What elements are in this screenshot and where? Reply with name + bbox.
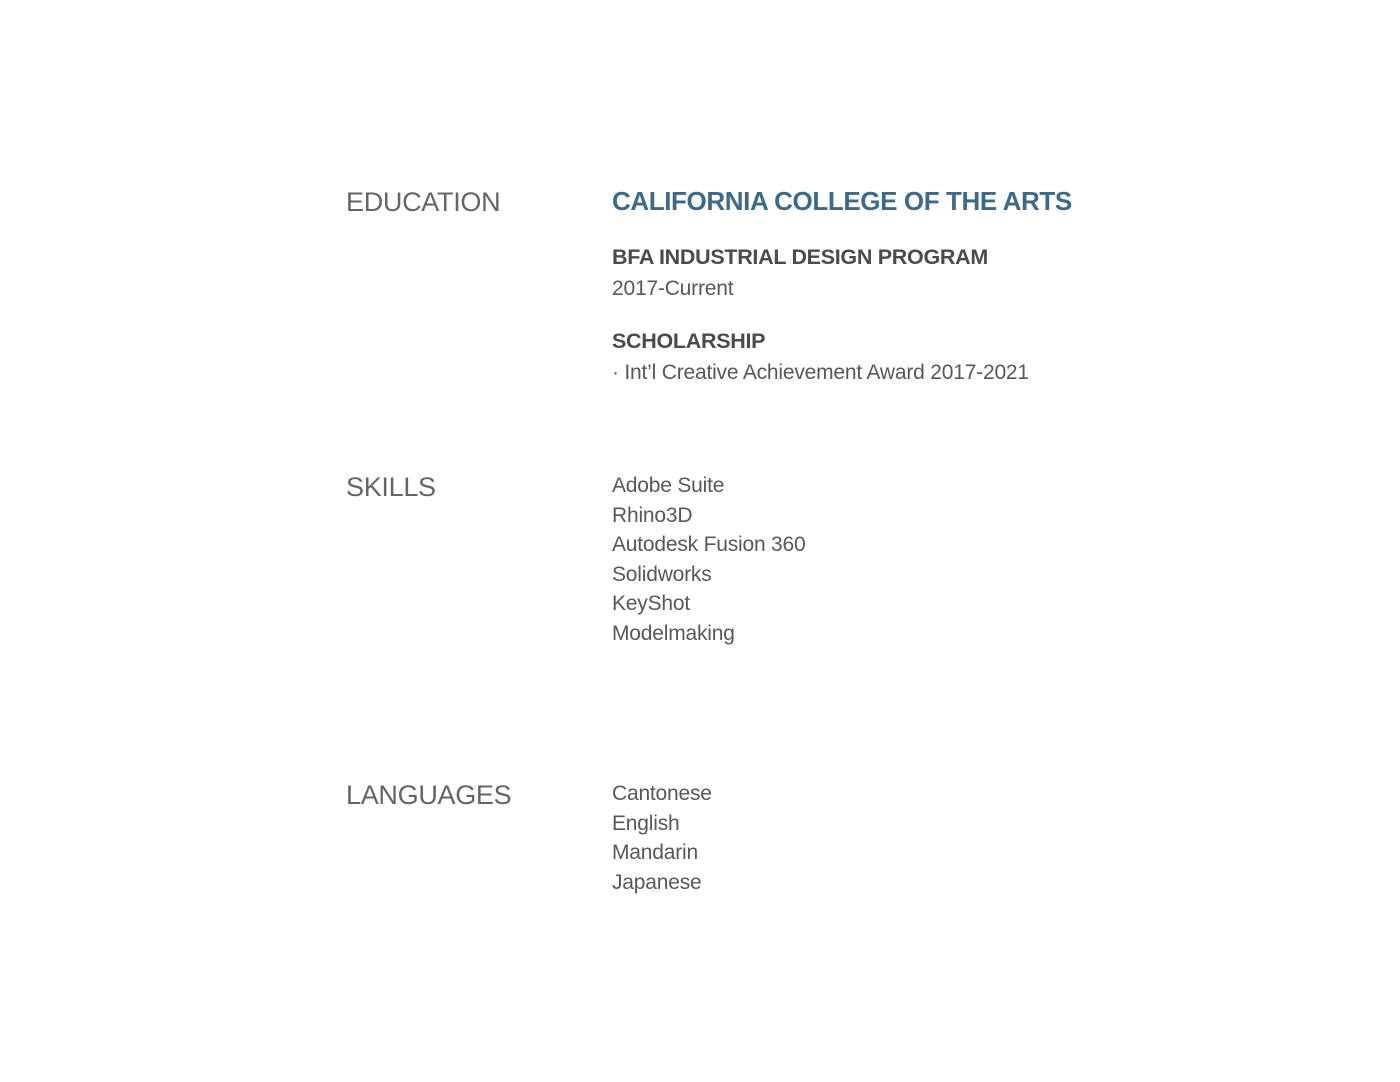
scholarship-block xyxy=(612,326,1072,388)
skill-item: Autodesk Fusion 360 xyxy=(612,533,806,556)
language-item: Mandarin xyxy=(612,841,698,864)
skills-label-column xyxy=(346,471,612,503)
skill-item: Rhino3D xyxy=(612,503,693,527)
language-item: Japanese xyxy=(612,870,702,894)
languages-list xyxy=(612,779,712,897)
language-item: Cantonese xyxy=(612,782,712,805)
language-item: English xyxy=(612,811,680,835)
school-name: CALIFORNIA COLLEGE OF THE ARTS xyxy=(612,186,1072,216)
section-label-languages: LANGUAGES xyxy=(346,780,512,810)
skill-item: KeyShot xyxy=(612,592,690,615)
program-dates: 2017-Current xyxy=(612,277,734,300)
program-block xyxy=(612,242,1072,304)
section-education xyxy=(346,186,1072,388)
education-content xyxy=(612,186,1072,388)
scholarship-title: SCHOLARSHIP xyxy=(612,329,766,353)
section-label-skills: SKILLS xyxy=(346,472,436,502)
skill-item: Modelmaking xyxy=(612,621,735,645)
education-label-column xyxy=(346,186,612,218)
program-title: BFA INDUSTRIAL DESIGN PROGRAM xyxy=(612,245,988,269)
skill-item: Adobe Suite xyxy=(612,474,725,497)
skills-content xyxy=(612,471,806,648)
skills-list xyxy=(612,471,806,648)
languages-content xyxy=(612,779,712,897)
skill-item: Solidworks xyxy=(612,562,712,586)
section-skills xyxy=(346,471,806,648)
section-label-education: EDUCATION xyxy=(346,187,501,217)
section-languages xyxy=(346,779,712,897)
scholarship-item: · Int’l Creative Achievement Award 2017-2021 xyxy=(612,361,1029,384)
languages-label-column xyxy=(346,779,612,811)
